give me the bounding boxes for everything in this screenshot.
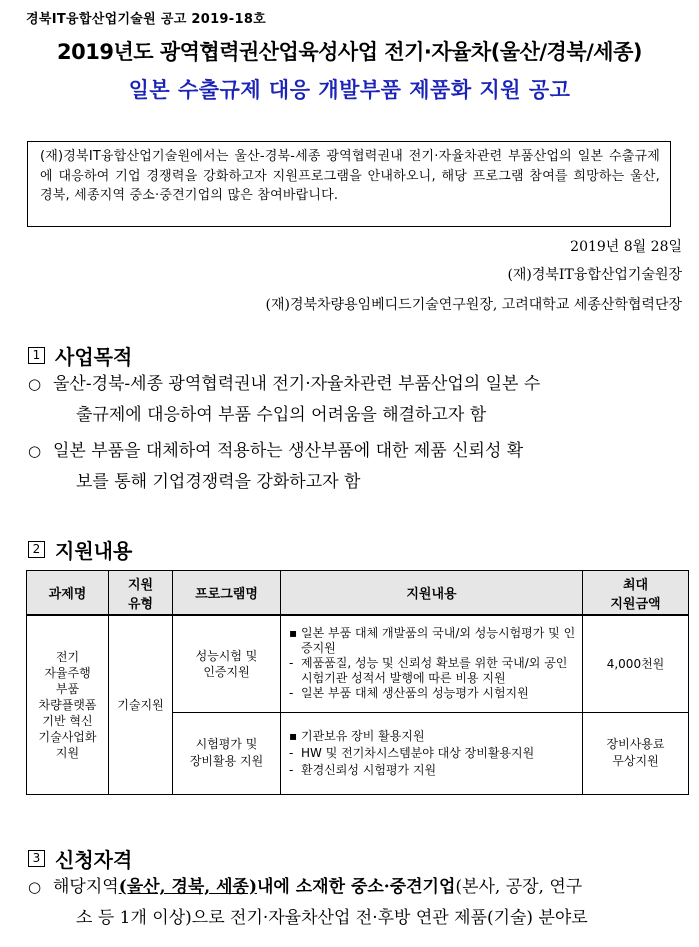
- support-table: [26, 570, 689, 795]
- circle-bullet-icon: ○: [28, 375, 42, 393]
- content-cell: [281, 615, 583, 712]
- section-purpose-heading: [28, 341, 132, 370]
- list-item: - HW 및 전기차시스템분야 대상 장비활용지원: [289, 745, 535, 760]
- list-item: ▪ 기관보유 장비 활용지원: [289, 728, 425, 743]
- announcement-number: 경북IT융합산업기술원 공고 2019-18호: [26, 12, 267, 27]
- circle-bullet-icon: ○: [28, 442, 42, 460]
- announcement-date: 2019년 8월 28일: [570, 239, 682, 255]
- bullet-line: 출규제에 대응하여 부품 수입의 어려움을 해결하고자 함: [76, 405, 487, 425]
- amount-cell: 4,000천원: [583, 615, 689, 712]
- intro-text: (재)경북IT융합산업기술원에서는 울산-경북-세종 광역협력권내 전기·자율차관련 부품산업의 일본 수출규제에 대응하여 기업 경쟁력을 강화하고자 지원프로그램을 안내하오니, 해당 프로그램 참여를 희망하는 울산, 경북, 세종지역 중소·중견기업의 많은 참여바랍니다.: [40, 149, 660, 203]
- amount-cell: 장비사용료 무상지원: [583, 712, 689, 794]
- task-name-cell: 전기 자율주행 부품 차량플랫폼 기반 혁신 기술사업화 지원: [27, 615, 109, 794]
- header-support-type: 지원 유형: [109, 571, 173, 616]
- issuer-primary: (재)경북IT융합산업기술원장: [507, 267, 682, 283]
- list-item: [28, 872, 688, 934]
- section-number-box: 2: [28, 541, 45, 558]
- issuer-secondary: (재)경북차량용임베디드기술연구원장, 고려대학교 세종산학협력단장: [265, 297, 682, 313]
- intro-box: [27, 141, 671, 227]
- bullet-line: 해당지역(울산, 경북, 세종)내에 소재한 중소·중견기업(본사, 공장, 연구: [53, 877, 583, 897]
- list-item: - 환경신뢰성 시험평가 지원: [289, 762, 437, 777]
- program-cell: 시험평가 및 장비활용 지원: [173, 712, 281, 794]
- circle-bullet-icon: ○: [28, 878, 42, 896]
- region-text: (울산, 경북, 세종): [118, 877, 257, 897]
- bullet-line: 소 등 1개 이상)으로 전기·자율차산업 전·후방 연관 제품(기술) 분야로: [76, 908, 588, 928]
- list-item: [28, 436, 688, 498]
- bullet-line: 보를 통해 기업경쟁력을 강화하고자 함: [76, 472, 361, 492]
- support-type-cell: 기술지원: [109, 615, 173, 794]
- list-item: ▪ 일본 부품 대체 개발품의 국내/외 성능시험평가 및 인증지원: [289, 626, 576, 656]
- bullet-line: 일본 부품을 대체하여 적용하는 생산부품에 대한 제품 신뢰성 확: [53, 441, 524, 461]
- content-cell: [281, 712, 583, 794]
- section-number-box: 1: [28, 347, 45, 364]
- page-title: 2019년도 광역협력권산업육성사업 전기·자율차(울산/경북/세종): [57, 40, 642, 64]
- page-subtitle: 일본 수출규제 대응 개발부품 제품화 지원 공고: [128, 78, 571, 102]
- header-content: 지원내용: [281, 571, 583, 616]
- header-task: 과제명: [27, 571, 109, 616]
- program-cell: 성능시험 및 인증지원: [173, 615, 281, 712]
- list-item: [28, 369, 688, 431]
- bullet-line: 울산-경북-세종 광역협력권내 전기·자율차관련 부품산업의 일본 수: [53, 374, 541, 394]
- list-item: - 제품품질, 성능 및 신뢰성 확보를 위한 국내/외 공인시험기관 성적서 발행에 따른 비용 지원: [289, 656, 568, 686]
- section-eligibility-heading: [28, 844, 132, 873]
- header-program: 프로그램명: [173, 571, 281, 616]
- header-amount: 최대 지원금액: [583, 571, 689, 616]
- list-item: - 일본 부품 대체 생산품의 성능평가 시험지원: [289, 686, 529, 701]
- section-title: 신청자격: [55, 848, 133, 872]
- section-number-box: 3: [28, 850, 45, 867]
- table-header-row: [27, 571, 689, 616]
- section-title: 지원내용: [55, 539, 133, 563]
- table-row: [27, 615, 689, 712]
- section-title: 사업목적: [55, 345, 133, 369]
- section-support-heading: [28, 535, 132, 564]
- company-type-text: 내에 소재한 중소·중견기업: [257, 877, 456, 897]
